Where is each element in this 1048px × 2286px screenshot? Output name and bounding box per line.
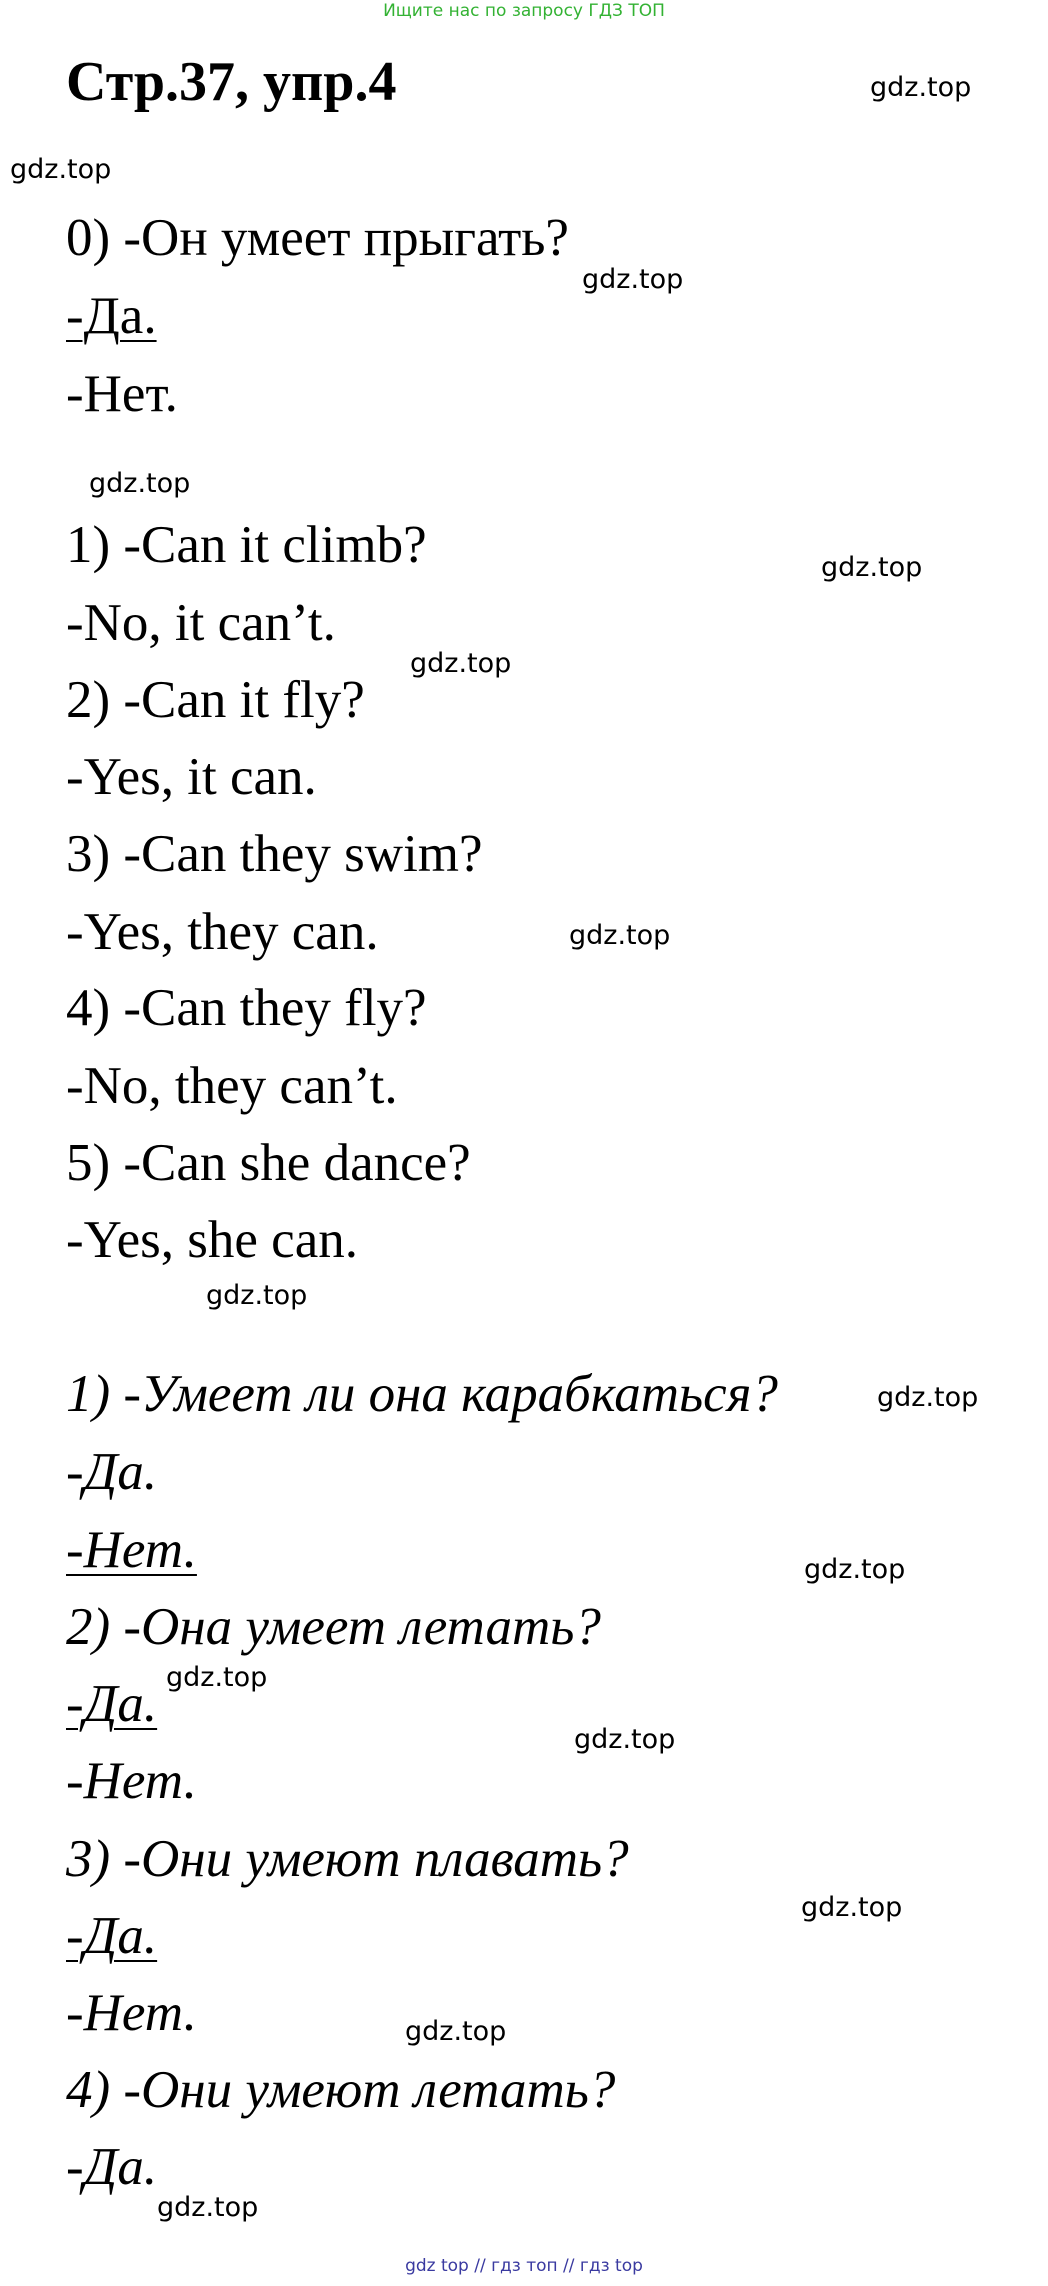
watermark: gdz.top <box>166 1662 268 1693</box>
watermark: gdz.top <box>410 648 512 679</box>
watermark: gdz.top <box>804 1554 906 1585</box>
answer-line: -Нет. <box>66 1984 197 2042</box>
watermark: gdz.top <box>405 2016 507 2047</box>
watermark: gdz.top <box>89 468 191 499</box>
answer-line: 2) -Она умеет летать? <box>66 1598 601 1656</box>
answer-line: -No, it can’t. <box>66 594 336 652</box>
watermark: gdz.top <box>569 920 671 951</box>
answer-line: 5) -Can she dance? <box>66 1134 471 1192</box>
answer-line: -No, they can’t. <box>66 1057 398 1115</box>
watermark: gdz.top <box>10 154 112 185</box>
answer-line-selected: -Да. <box>66 1907 158 1965</box>
answer-line: 3) -Can they swim? <box>66 825 483 883</box>
answer-line: -Yes, it can. <box>66 748 317 806</box>
answer-line: 2) -Can it fly? <box>66 671 365 729</box>
watermark: gdz.top <box>582 264 684 295</box>
watermark: gdz.top <box>157 2192 259 2223</box>
answer-line-selected: -Да. <box>66 1675 158 1733</box>
answer-line: 3) -Они умеют плавать? <box>66 1830 629 1888</box>
watermark: gdz.top <box>877 1382 979 1413</box>
answer-line: 0) -Он умеет прыгать? <box>66 209 569 267</box>
answer-line: 4) -Can they fly? <box>66 979 427 1037</box>
watermark: gdz.top <box>821 552 923 583</box>
answer-line: -Нет. <box>66 1752 197 1810</box>
watermark: gdz.top <box>574 1724 676 1755</box>
watermark: gdz.top <box>870 72 972 103</box>
footer: gdz top // гдз топ // гдз top <box>405 2256 643 2276</box>
answer-line-selected: -Да. <box>66 287 157 345</box>
answer-line: 1) -Can it climb? <box>66 516 427 574</box>
answer-line: 4) -Они умеют летать? <box>66 2061 616 2119</box>
answer-line: 1) -Умеет ли она карабкаться? <box>66 1365 778 1423</box>
answer-line: -Yes, they can. <box>66 903 379 961</box>
answer-line: -Да. <box>66 2138 158 2196</box>
answer-line: -Нет. <box>66 365 178 423</box>
answer-line-selected: -Нет. <box>66 1521 197 1579</box>
top-banner: Ищите нас по запросу ГДЗ ТОП <box>383 1 665 21</box>
watermark: gdz.top <box>206 1280 308 1311</box>
page-title: Стр.37, упр.4 <box>66 51 397 113</box>
watermark: gdz.top <box>801 1892 903 1923</box>
answer-line: -Да. <box>66 1443 158 1501</box>
answer-line: -Yes, she can. <box>66 1211 358 1269</box>
